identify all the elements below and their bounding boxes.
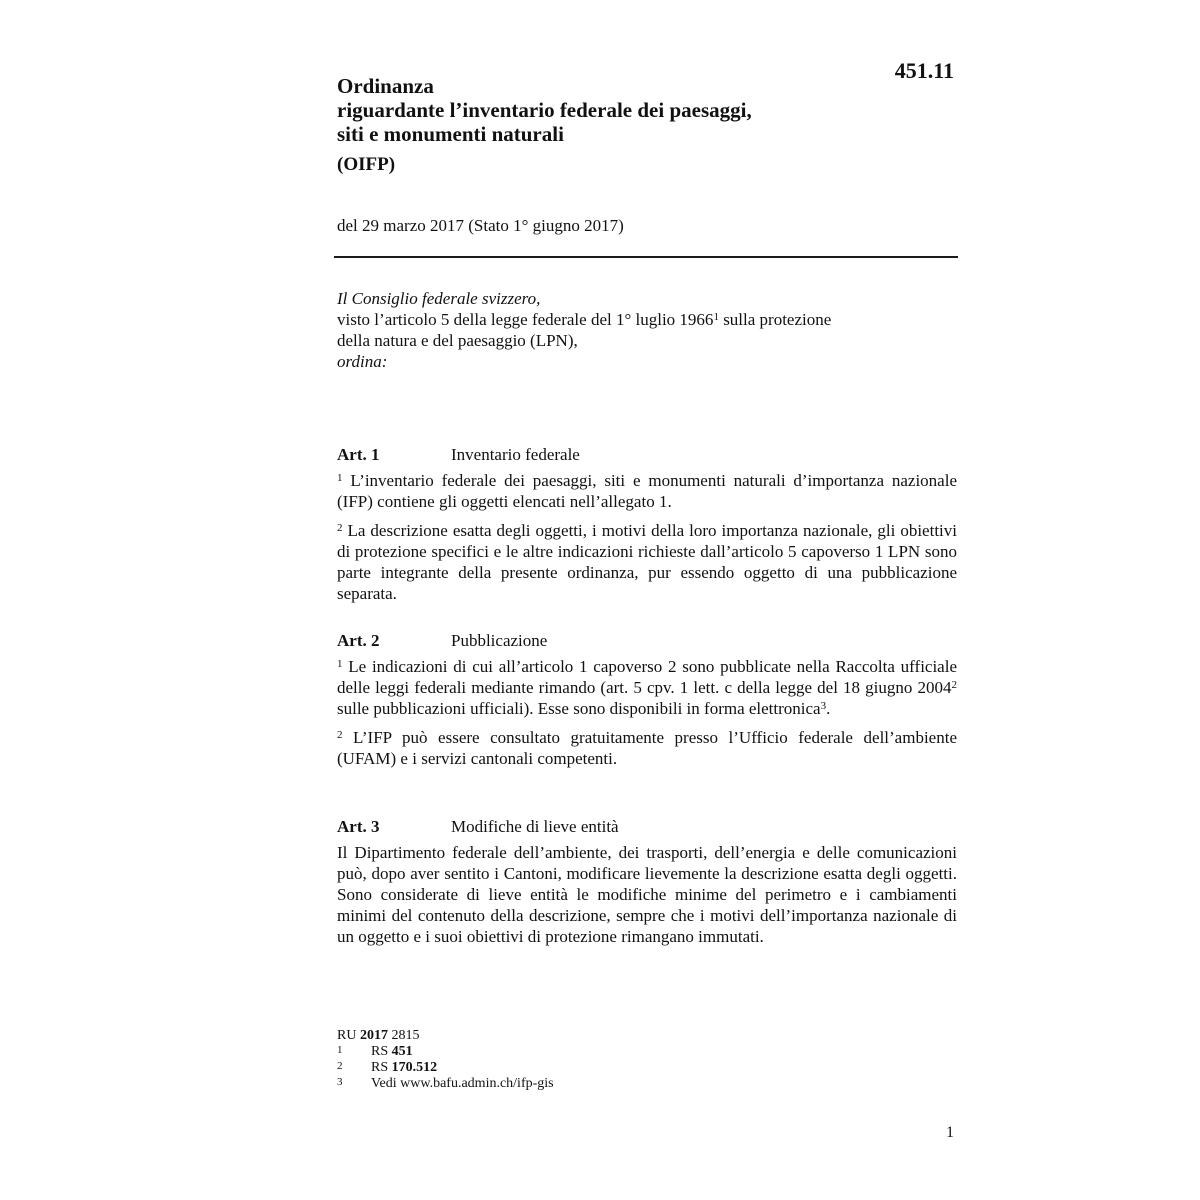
paragraph-text: L’inventario federale dei paesaggi, siti e monumenti naturali d’importanza nazionale (IFP) contiene gli oggetti elencati nell’allegato 1. bbox=[337, 471, 957, 511]
ru-prefix: RU bbox=[337, 1028, 360, 1043]
article-title: Pubblicazione bbox=[451, 631, 548, 650]
article-heading bbox=[337, 443, 957, 467]
article-paragraph bbox=[337, 656, 957, 719]
footnote-text bbox=[371, 1060, 437, 1076]
preamble-basis-text: sulla protezione bbox=[718, 310, 832, 329]
footnote-bold: 170.512 bbox=[391, 1060, 438, 1075]
footnotes bbox=[337, 1028, 554, 1092]
footnote-prefix: RS bbox=[371, 1060, 392, 1075]
sr-number: 451.11 bbox=[894, 58, 954, 83]
footnote bbox=[337, 1076, 554, 1092]
paragraph-text: sulle pubblicazioni ufficiali). Esse sono disponibili in forma elettronica bbox=[337, 699, 821, 718]
footnote bbox=[337, 1044, 419, 1060]
preamble bbox=[337, 288, 957, 372]
footnote-number: 3 bbox=[337, 1076, 343, 1088]
title-line: Ordinanza bbox=[337, 74, 434, 98]
document-title bbox=[337, 74, 857, 146]
article-heading bbox=[337, 815, 957, 839]
article-paragraph bbox=[337, 727, 957, 769]
article-paragraph bbox=[337, 520, 957, 604]
preamble-basis-line2: della natura e del paesaggio (LPN), bbox=[337, 331, 578, 350]
article-number: Art. 1 bbox=[337, 445, 380, 464]
official-collection-ref bbox=[337, 1028, 419, 1044]
footnote-link[interactable]: Vedi www.bafu.admin.ch/ifp-gis bbox=[371, 1076, 554, 1091]
paragraph-text: La descrizione esatta degli oggetti, i motivi della loro importanza nazionale, gli obiettivi di protezione specifici e le altre indicazioni richieste dall’articolo 5 capoverso 1 LPN sono parte integrante della presente ordinanza, pur essendo oggetto di una pubblicazione separata. bbox=[337, 521, 957, 603]
preamble-decree: ordina: bbox=[337, 352, 388, 371]
footnote-prefix: RS bbox=[371, 1044, 392, 1059]
paragraph-text: . bbox=[826, 699, 831, 718]
footnote-ref[interactable]: 2 bbox=[951, 679, 957, 691]
preamble-authority: Il Consiglio federale svizzero, bbox=[337, 289, 541, 308]
article-2 bbox=[337, 629, 957, 777]
footnote-ref[interactable]: 1 bbox=[713, 311, 719, 323]
header-divider bbox=[334, 256, 958, 258]
article-number: Art. 2 bbox=[337, 631, 380, 650]
paragraph-text: L’IFP può essere consultato gratuitamente presso l’Ufficio federale dell’ambiente (UFAM) e i servizi cantonali competenti. bbox=[337, 728, 957, 768]
ru-year: 2017 bbox=[359, 1028, 388, 1043]
footnote-number: 2 bbox=[337, 1060, 343, 1072]
title-line: riguardante l’inventario federale dei paesaggi, bbox=[337, 98, 752, 122]
article-title: Modifiche di lieve entità bbox=[451, 817, 619, 836]
article-paragraph bbox=[337, 842, 957, 947]
article-1 bbox=[337, 443, 957, 612]
footnote-number: 1 bbox=[337, 1044, 343, 1056]
document-abbreviation: (OIFP) bbox=[337, 154, 396, 175]
article-title: Inventario federale bbox=[451, 445, 580, 464]
paragraph-number: 2 bbox=[337, 729, 343, 741]
footnote bbox=[337, 1060, 438, 1076]
page-number: 1 bbox=[946, 1124, 954, 1141]
document-date: del 29 marzo 2017 (Stato 1° giugno 2017) bbox=[337, 216, 624, 235]
title-line: siti e monumenti naturali bbox=[337, 122, 564, 146]
article-heading bbox=[337, 629, 957, 653]
footnote-text bbox=[371, 1044, 413, 1060]
paragraph-number: 2 bbox=[337, 522, 343, 534]
footnote-ref[interactable]: 3 bbox=[820, 700, 827, 712]
footnote-bold: 451 bbox=[391, 1044, 413, 1059]
preamble-basis-text: visto l’articolo 5 della legge federale del 1° luglio 1966 bbox=[337, 310, 714, 329]
paragraph-text: Le indicazioni di cui all’articolo 1 capoverso 2 sono pubblicate nella Raccolta ufficiale delle leggi federali mediante rimando (art. 5 cpv. 1 lett. c della legge del 18 giugno 2004 bbox=[337, 657, 957, 697]
article-3 bbox=[337, 815, 957, 955]
paragraph-number: 1 bbox=[337, 472, 343, 484]
paragraph-text: Il Dipartimento federale dell’ambiente, dei trasporti, dell’energia e delle comunicazioni può, dopo aver sentito i Cantoni, modificare lievemente la descrizione esatta degli oggetti. Sono considerate di lieve entità le modifiche minime del perimetro e i cambiamenti minimi del contenuto della descrizione, sempre che i motivi dell’importanza nazionale di un oggetto e i suoi obiettivi di protezione rimangano immutati. bbox=[337, 843, 957, 946]
article-number: Art. 3 bbox=[337, 817, 380, 836]
paragraph-number: 1 bbox=[337, 658, 343, 670]
article-paragraph bbox=[337, 470, 957, 512]
footnote-text bbox=[371, 1076, 554, 1092]
ru-page: 2815 bbox=[387, 1028, 420, 1043]
preamble-basis bbox=[337, 309, 957, 330]
